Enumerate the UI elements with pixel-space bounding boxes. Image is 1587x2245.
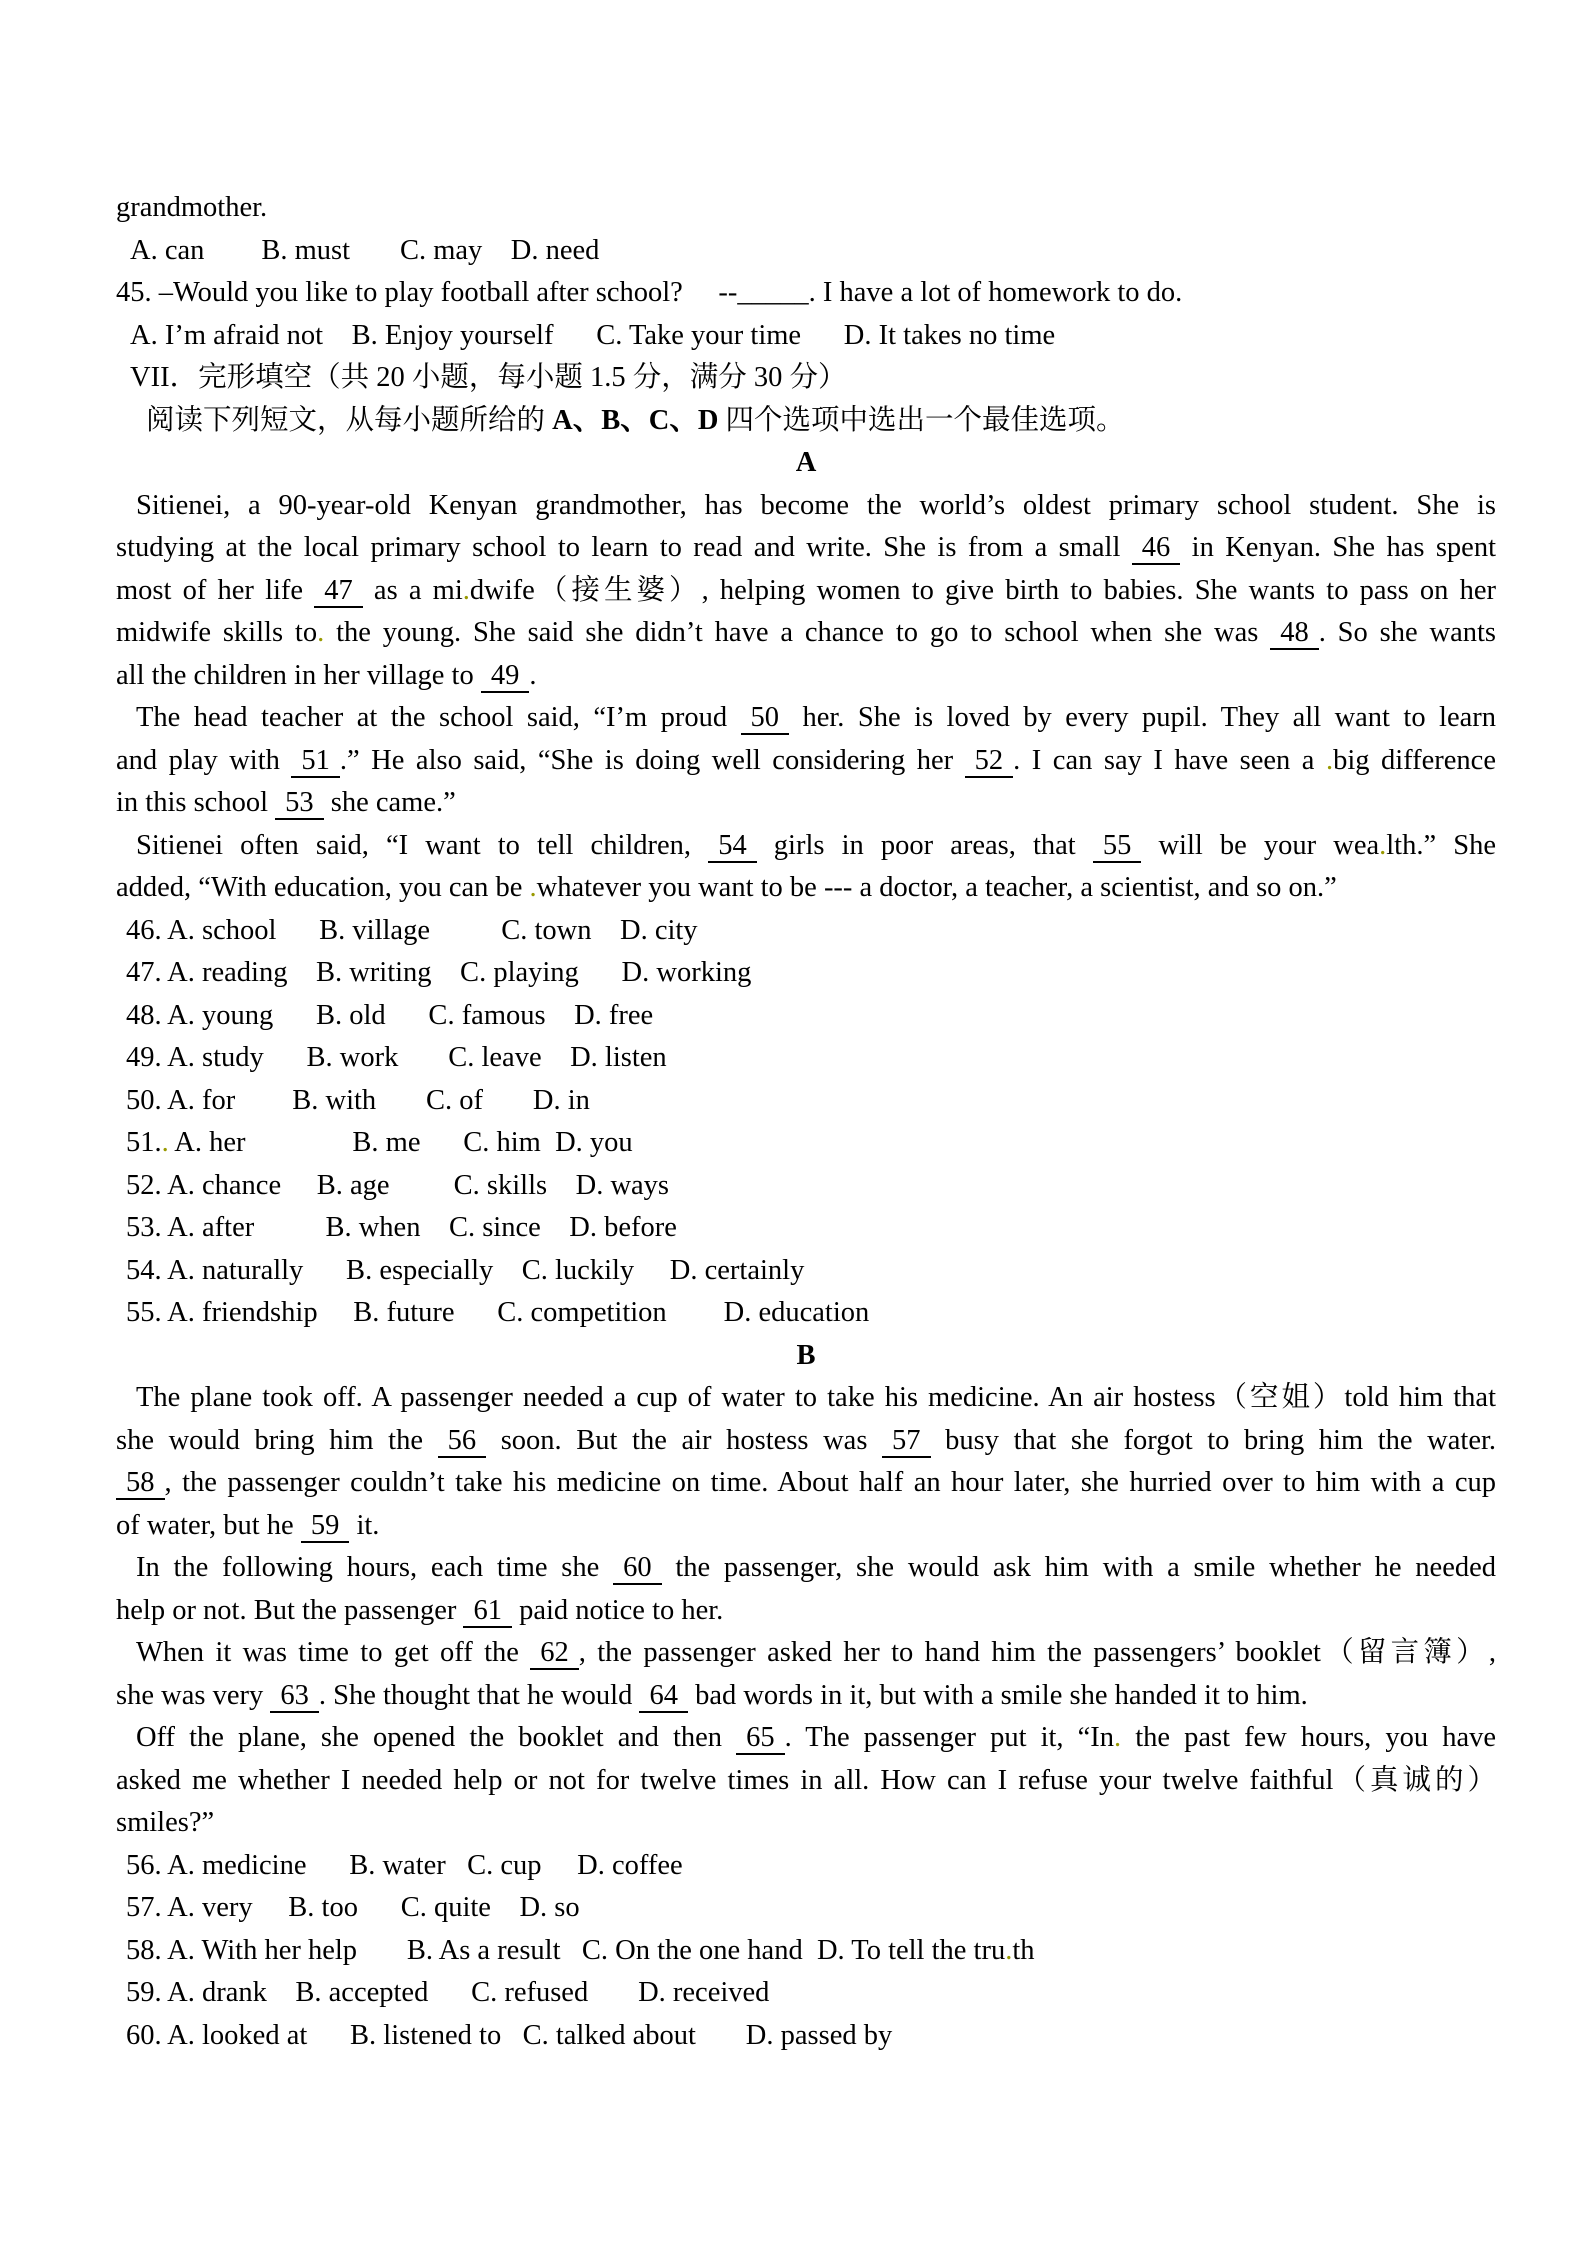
text-segment: . I have a lot of homework to do. (808, 277, 1183, 308)
paragraph-line (116, 1717, 1496, 1760)
passage-label (116, 1335, 1496, 1378)
text-segment: and play with (116, 744, 292, 776)
paragraph-line (116, 1377, 1496, 1420)
paragraph-line (116, 782, 1496, 825)
text-line (116, 272, 1496, 315)
text-segment: whatever you want to be --- a doctor, a teacher, a scientist, and so on.” (536, 872, 1337, 903)
text-segment: she would bring him the (116, 1424, 438, 1456)
text-segment: big difference (1333, 744, 1496, 776)
paragraph-line (116, 612, 1496, 655)
text-segment: 49. A. study B. work C. leave D. listen (126, 1042, 667, 1073)
text-segment: 四个选项中选出一个最佳选项。 (718, 404, 1125, 436)
cloze-blank-62: 62 (530, 1637, 579, 1670)
cloze-blank-47: 47 (314, 575, 363, 608)
option-row (116, 230, 1496, 273)
text-segment: th (1012, 1934, 1035, 1966)
text-segment: 60. A. looked at B. listened to C. talked about D. passed by (126, 2019, 893, 2051)
option-row (116, 2015, 1496, 2058)
paragraph-line (116, 1547, 1496, 1590)
text-segment: The head teacher at the school said, “I’m proud (136, 702, 741, 733)
text-segment: 52. A. chance B. age C. skills D. ways (126, 1169, 670, 1201)
text-segment: her. She is loved by every pupil. They all want to learn (789, 702, 1497, 733)
text-segment: 46. A. school B. village C. town D. city (126, 914, 698, 946)
option-row (116, 1972, 1496, 2015)
cloze-blank-46: 46 (1132, 532, 1181, 565)
section-heading (116, 357, 1496, 400)
cloze-blank-49: 49 (481, 660, 530, 693)
text-segment: the passenger, she would ask him with a smile whether he needed (661, 1552, 1496, 1583)
paragraph-line (116, 867, 1496, 910)
instruction-line (116, 400, 1496, 443)
text-segment: soon. But the air hostess was (486, 1424, 883, 1456)
text-segment: 54. A. naturally B. especially C. luckily D. certainly (126, 1254, 805, 1286)
text-segment: .” He also said, “She is doing well considering her (339, 744, 965, 776)
text-segment: _____ (737, 277, 809, 308)
option-row (116, 1037, 1496, 1080)
text-line (116, 187, 1496, 230)
text-segment: 55. A. friendship B. future C. competition D. education (126, 1297, 870, 1328)
text-segment: midwife skills to (116, 617, 318, 648)
speck-artifact: . (1379, 829, 1387, 861)
cloze-blank-59: 59 (301, 1510, 350, 1543)
passage-label (116, 442, 1496, 485)
text-segment: busy that she forgot to bring him the water. (930, 1424, 1497, 1456)
text-segment: paid notice to her. (511, 1594, 724, 1626)
paragraph-line (116, 1632, 1496, 1675)
text-segment: bad words in it, but with a smile she handed it to him. (687, 1679, 1308, 1711)
cloze-blank-51: 51 (291, 745, 340, 778)
text-segment: Sitienei often said, “I want to tell children, (136, 829, 709, 861)
paragraph-line (116, 1802, 1496, 1845)
text-segment: of water, but he (116, 1509, 301, 1541)
paragraph-line (116, 825, 1496, 868)
bold-text: A (795, 447, 817, 478)
speck-artifact: . (161, 1127, 169, 1158)
option-row (116, 910, 1496, 953)
text-segment: will be your wea (1141, 829, 1380, 861)
speck-artifact: . (1325, 744, 1334, 776)
text-segment: A. I’m afraid not B. Enjoy yourself C. Take your time D. It takes no time (130, 319, 1056, 351)
text-segment: Off the plane, she opened the booklet and then (136, 1722, 737, 1753)
text-segment: 58. A. With her help B. As a result C. On the one hand D. To tell the tru (126, 1934, 1006, 1966)
text-segment: In the following hours, each time she (136, 1552, 614, 1583)
text-segment: help or not. But the passenger (116, 1594, 464, 1626)
paragraph-line (116, 697, 1496, 740)
text-segment: it. (349, 1509, 380, 1541)
text-segment: 45. –Would you like to play football after school? -- (116, 277, 738, 308)
speck-artifact: . (1005, 1934, 1013, 1966)
paragraph-line (116, 655, 1496, 698)
option-row (116, 1887, 1496, 1930)
text-segment: . So she wants (1318, 617, 1496, 648)
option-row (116, 1292, 1496, 1335)
option-row (116, 995, 1496, 1038)
text-segment: she came.” (323, 787, 456, 818)
cloze-blank-53: 53 (275, 787, 324, 820)
text-segment: , the passenger asked her to hand him the passengers’ booklet（留言簿）, (578, 1637, 1496, 1668)
cloze-blank-54: 54 (708, 830, 757, 863)
text-segment: as a mi (362, 574, 463, 606)
cloze-blank-52: 52 (965, 745, 1014, 778)
text-segment: the young. She said she didn’t have a chance to go to school when she was (324, 617, 1271, 648)
text-segment: Sitienei, a 90-year-old Kenyan grandmother, has become the world’s oldest primary school student. She is (136, 489, 1496, 521)
text-segment: The plane took off. A passenger needed a cup of water to take his medicine. An air hostess（空姐）told him that (136, 1382, 1496, 1413)
cloze-blank-60: 60 (613, 1552, 662, 1585)
text-segment: she was very (116, 1679, 271, 1711)
cloze-blank-64: 64 (639, 1680, 688, 1713)
option-row (116, 1250, 1496, 1293)
speck-artifact: . (1114, 1722, 1122, 1753)
bold-text: A、B、C、D (552, 404, 719, 436)
text-segment: 51. (126, 1127, 162, 1158)
text-segment: 59. A. drank B. accepted C. refused D. received (126, 1977, 770, 2008)
text-segment: 阅读下列短文，从每小题所给的 (146, 404, 553, 436)
text-segment: in this school (116, 787, 276, 818)
speck-artifact: . (529, 872, 537, 903)
text-segment: all the children in her village to (116, 659, 481, 691)
bold-text: B (796, 1339, 816, 1371)
text-segment: asked me whether I needed help or not for twelve times in all. How can I refuse your twelve faithful（真诚的） (116, 1764, 1496, 1796)
option-row (116, 1080, 1496, 1123)
text-segment: 47. A. reading B. writing C. playing D. working (126, 957, 752, 988)
paragraph-line (116, 740, 1496, 783)
speck-artifact: . (317, 617, 325, 648)
text-segment: . I can say I have seen a (1013, 744, 1326, 776)
paragraph-line (116, 570, 1496, 613)
text-segment: When it was time to get off the (136, 1637, 531, 1668)
text-segment: girls in poor areas, that (756, 829, 1093, 861)
text-segment: 48. A. young B. old C. famous D. free (126, 999, 654, 1031)
cloze-blank-63: 63 (270, 1680, 319, 1713)
cloze-blank-56: 56 (438, 1425, 487, 1458)
text-segment: lth.” She (1386, 829, 1496, 861)
text-segment: , the passenger couldn’t take his medicine on time. About half an hour later, she hurried over to him with a cup (164, 1467, 1496, 1498)
cloze-blank-55: 55 (1093, 830, 1142, 863)
option-row (116, 315, 1496, 358)
option-row (116, 1165, 1496, 1208)
speck-artifact: . (462, 574, 470, 606)
cloze-blank-50: 50 (741, 702, 790, 735)
text-segment: A. her B. me C. him D. you (168, 1127, 633, 1158)
text-segment: grandmother. (116, 192, 268, 223)
text-segment: 53. A. after B. when C. since D. before (126, 1212, 677, 1243)
text-segment: VII．完形填空（共 20 小题，每小题 1.5 分，满分 30 分） (130, 362, 847, 393)
option-row (116, 1845, 1496, 1888)
paragraph-line (116, 1462, 1496, 1505)
paragraph-line (116, 1760, 1496, 1803)
cloze-blank-57: 57 (882, 1425, 931, 1458)
paragraph-line (116, 527, 1496, 570)
cloze-blank-48: 48 (1270, 617, 1319, 650)
text-segment: . She thought that he would (318, 1679, 640, 1711)
text-segment: the past few hours, you have (1121, 1722, 1496, 1753)
paragraph-line (116, 1675, 1496, 1718)
text-segment: most of her life (116, 574, 315, 606)
cloze-blank-61: 61 (463, 1595, 512, 1628)
option-row (116, 952, 1496, 995)
cloze-blank-65: 65 (736, 1722, 785, 1755)
option-row (116, 1930, 1496, 1973)
document-content (116, 187, 1496, 2057)
option-row (116, 1207, 1496, 1250)
text-segment: 50. A. for B. with C. of D. in (126, 1084, 590, 1116)
text-segment: . The passenger put it, “In (784, 1722, 1115, 1753)
text-segment: smiles?” (116, 1807, 215, 1838)
text-segment: added, “With education, you can be (116, 872, 530, 903)
paragraph-line (116, 485, 1496, 528)
text-segment: dwife（接生婆）, helping women to give birth to babies. She wants to pass on her (469, 574, 1496, 606)
cloze-blank-58: 58 (116, 1467, 165, 1500)
option-row (116, 1122, 1496, 1165)
paragraph-line (116, 1420, 1496, 1463)
text-segment: . (529, 659, 537, 691)
text-segment: A. can B. must C. may D. need (130, 234, 600, 266)
paragraph-line (116, 1505, 1496, 1548)
paragraph-line (116, 1590, 1496, 1633)
text-segment: 56. A. medicine B. water C. cup D. coffee (126, 1849, 683, 1881)
text-segment: 57. A. very B. too C. quite D. so (126, 1892, 580, 1923)
text-segment: in Kenyan. She has spent (1180, 532, 1496, 563)
text-segment: studying at the local primary school to learn to read and write. She is from a small (116, 532, 1132, 563)
